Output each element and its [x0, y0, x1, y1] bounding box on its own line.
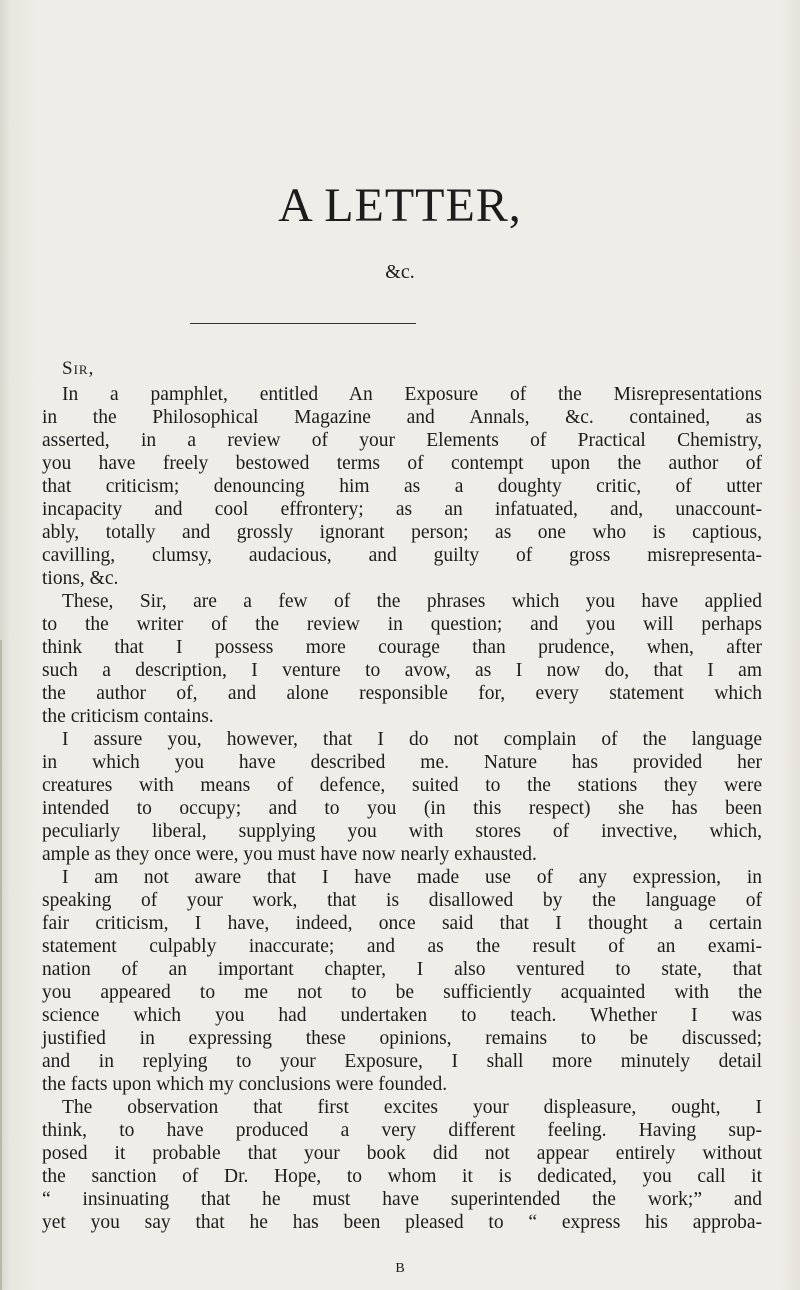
page-edge-shadow	[0, 640, 2, 1290]
body-line: you appeared to me not to be sufficiently acquainted with the	[42, 982, 762, 1003]
body-line: creatures with means of defence, suited to the stations they were	[42, 775, 762, 796]
letter-subheading: &c.	[385, 261, 415, 283]
body-line: think, to have produced a very different feeling. Having sup-	[42, 1120, 762, 1141]
body-line: justified in expressing these opinions, remains to be discussed;	[42, 1028, 762, 1049]
body-line: the sanction of Dr. Hope, to whom it is dedicated, you call it	[42, 1166, 762, 1187]
body-line: yet you say that he has been pleased to “ express his approba-	[42, 1212, 762, 1233]
body-line: nation of an important chapter, I also ventured to state, that	[42, 959, 762, 980]
body-line: in the Philosophical Magazine and Annals, &c. contained, as	[42, 407, 762, 428]
body-line: In a pamphlet, entitled An Exposure of the Misrepresentations	[62, 384, 762, 405]
body-line: These, Sir, are a few of the phrases which you have applied	[62, 591, 762, 612]
body-line: peculiarly liberal, supplying you with stores of invective, which,	[42, 821, 762, 842]
body-line: I am not aware that I have made use of any expression, in	[62, 867, 762, 888]
body-line: speaking of your work, that is disallowed by the language of	[42, 890, 762, 911]
body-line: asserted, in a review of your Elements of Practical Chemistry,	[42, 430, 762, 451]
salutation: Sir,	[62, 358, 95, 379]
body-line: the criticism contains.	[42, 706, 214, 727]
body-line: cavilling, clumsy, audacious, and guilty of gross misrepresenta-	[42, 545, 762, 566]
body-line: I assure you, however, that I do not complain of the language	[62, 729, 762, 750]
body-line: ably, totally and grossly ignorant person; as one who is captious,	[42, 522, 762, 543]
body-line: “ insinuating that he must have superintended the work;” and	[42, 1189, 762, 1210]
body-line: tions, &c.	[42, 568, 119, 589]
body-line: fair criticism, I have, indeed, once said that I thought a certain	[42, 913, 762, 934]
body-line: The observation that first excites your displeasure, ought, I	[62, 1097, 762, 1118]
body-line: and in replying to your Exposure, I shall more minutely detail	[42, 1051, 762, 1072]
heading-divider	[190, 323, 416, 324]
body-line: in which you have described me. Nature has provided her	[42, 752, 762, 773]
body-line: posed it probable that your book did not appear entirely without	[42, 1143, 762, 1164]
body-line: to the writer of the review in question; and you will perhaps	[42, 614, 762, 635]
body-line: think that I possess more courage than prudence, when, after	[42, 637, 762, 658]
body-line: that criticism; denouncing him as a doughty critic, of utter	[42, 476, 762, 497]
body-line: ample as they once were, you must have now nearly exhausted.	[42, 844, 537, 865]
body-line: science which you had undertaken to teach. Whether I was	[42, 1005, 762, 1026]
body-line: the author of, and alone responsible for, every statement which	[42, 683, 762, 704]
body-line: you have freely bestowed terms of contempt upon the author of	[42, 453, 762, 474]
body-line: statement culpably inaccurate; and as the result of an exami-	[42, 936, 762, 957]
body-line: such a description, I venture to avow, as I now do, that I am	[42, 660, 762, 681]
body-line: the facts upon which my conclusions were founded.	[42, 1074, 448, 1095]
letter-heading: A LETTER,	[278, 179, 522, 232]
body-line: intended to occupy; and to you (in this respect) she has been	[42, 798, 762, 819]
body-line: incapacity and cool effrontery; as an infatuated, and, unaccount-	[42, 499, 762, 520]
signature-mark: B	[395, 1261, 405, 1276]
